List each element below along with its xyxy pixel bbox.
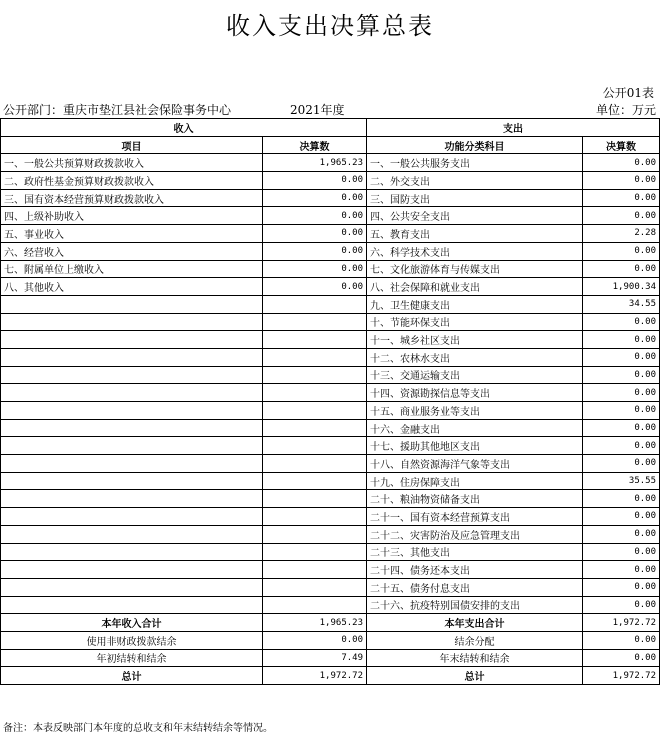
income-amount bbox=[263, 490, 367, 508]
expense-item: 六、科学技术支出 bbox=[367, 242, 583, 260]
table-row bbox=[1, 578, 660, 596]
income-amount bbox=[263, 543, 367, 561]
income-amount bbox=[263, 437, 367, 455]
expense-amount: 2.28 bbox=[583, 225, 660, 243]
summary-income-amount: 1,965.23 bbox=[263, 614, 367, 632]
income-amount: 0.00 bbox=[263, 260, 367, 278]
income-item bbox=[1, 437, 263, 455]
expense-item: 二十五、债务付息支出 bbox=[367, 578, 583, 596]
department-label: 公开部门：重庆市垫江县社会保险事务中心 bbox=[3, 103, 232, 117]
expense-item: 十四、资源勘探信息等支出 bbox=[367, 384, 583, 402]
expense-amount: 0.00 bbox=[583, 402, 660, 420]
income-item: 二、政府性基金预算财政拨款收入 bbox=[1, 172, 263, 190]
summary-row bbox=[1, 614, 660, 632]
summary-row bbox=[1, 649, 660, 667]
expense-amount-header: 决算数 bbox=[583, 136, 660, 154]
income-item: 五、事业收入 bbox=[1, 225, 263, 243]
income-item bbox=[1, 525, 263, 543]
expense-item: 三、国防支出 bbox=[367, 189, 583, 207]
income-amount: 0.00 bbox=[263, 242, 367, 260]
table-row bbox=[1, 472, 660, 490]
income-item: 一、一般公共预算财政拨款收入 bbox=[1, 154, 263, 172]
summary-income-amount: 1,972.72 bbox=[263, 667, 367, 685]
income-item bbox=[1, 596, 263, 614]
summary-expense-label: 总计 bbox=[367, 667, 583, 685]
income-amount bbox=[263, 366, 367, 384]
summary-expense-amount: 1,972.72 bbox=[583, 614, 660, 632]
table-row bbox=[1, 437, 660, 455]
income-amount: 0.00 bbox=[263, 189, 367, 207]
expense-amount: 0.00 bbox=[583, 578, 660, 596]
income-amount bbox=[263, 472, 367, 490]
expense-header: 支出 bbox=[367, 119, 660, 137]
expense-amount: 0.00 bbox=[583, 384, 660, 402]
item-column-header: 项目 bbox=[1, 136, 263, 154]
income-item: 八、其他收入 bbox=[1, 278, 263, 296]
summary-income-label: 使用非财政拨款结余 bbox=[1, 631, 263, 649]
table-row bbox=[1, 172, 660, 190]
expense-item: 二十二、灾害防治及应急管理支出 bbox=[367, 525, 583, 543]
income-item bbox=[1, 455, 263, 473]
income-amount-header: 决算数 bbox=[263, 136, 367, 154]
income-amount bbox=[263, 508, 367, 526]
table-row bbox=[1, 508, 660, 526]
income-item bbox=[1, 490, 263, 508]
expense-amount: 0.00 bbox=[583, 154, 660, 172]
expense-amount: 0.00 bbox=[583, 242, 660, 260]
table-row bbox=[1, 384, 660, 402]
income-header: 收入 bbox=[1, 119, 367, 137]
expense-amount: 0.00 bbox=[583, 348, 660, 366]
income-amount: 0.00 bbox=[263, 225, 367, 243]
income-item: 四、上级补助收入 bbox=[1, 207, 263, 225]
expense-item: 二十一、国有资本经营预算支出 bbox=[367, 508, 583, 526]
expense-amount: 0.00 bbox=[583, 455, 660, 473]
summary-income-label: 本年收入合计 bbox=[1, 614, 263, 632]
income-item bbox=[1, 313, 263, 331]
summary-income-amount: 7.49 bbox=[263, 649, 367, 667]
table-row bbox=[1, 331, 660, 349]
income-item bbox=[1, 402, 263, 420]
expense-item: 十七、援助其他地区支出 bbox=[367, 437, 583, 455]
expense-item: 一、一般公共服务支出 bbox=[367, 154, 583, 172]
summary-expense-amount: 1,972.72 bbox=[583, 667, 660, 685]
income-amount bbox=[263, 561, 367, 579]
table-row bbox=[1, 154, 660, 172]
expense-amount: 0.00 bbox=[583, 313, 660, 331]
expense-amount: 0.00 bbox=[583, 561, 660, 579]
expense-item: 二十、粮油物资储备支出 bbox=[367, 490, 583, 508]
income-item bbox=[1, 295, 263, 313]
table-row bbox=[1, 419, 660, 437]
income-amount bbox=[263, 596, 367, 614]
expense-amount: 1,900.34 bbox=[583, 278, 660, 296]
table-row bbox=[1, 402, 660, 420]
income-item bbox=[1, 384, 263, 402]
form-number: 公开01表 bbox=[602, 86, 654, 100]
summary-expense-label: 年末结转和结余 bbox=[367, 649, 583, 667]
income-item bbox=[1, 472, 263, 490]
table-row bbox=[1, 242, 660, 260]
expense-item: 四、公共安全支出 bbox=[367, 207, 583, 225]
expense-amount: 35.55 bbox=[583, 472, 660, 490]
summary-income-label: 年初结转和结余 bbox=[1, 649, 263, 667]
income-item bbox=[1, 331, 263, 349]
income-amount bbox=[263, 313, 367, 331]
expense-amount: 0.00 bbox=[583, 543, 660, 561]
expense-item: 十二、农林水支出 bbox=[367, 348, 583, 366]
income-amount bbox=[263, 348, 367, 366]
expense-amount: 34.55 bbox=[583, 295, 660, 313]
table-row bbox=[1, 313, 660, 331]
table-row bbox=[1, 207, 660, 225]
expense-item: 二、外交支出 bbox=[367, 172, 583, 190]
expense-item: 十六、金融支出 bbox=[367, 419, 583, 437]
table-row bbox=[1, 561, 660, 579]
summary-expense-label: 结余分配 bbox=[367, 631, 583, 649]
function-item-column-header: 功能分类科目 bbox=[367, 136, 583, 154]
income-item bbox=[1, 543, 263, 561]
expense-amount: 0.00 bbox=[583, 437, 660, 455]
table-row bbox=[1, 366, 660, 384]
summary-expense-label: 本年支出合计 bbox=[367, 614, 583, 632]
summary-expense-amount: 0.00 bbox=[583, 649, 660, 667]
income-amount bbox=[263, 295, 367, 313]
summary-expense-amount: 0.00 bbox=[583, 631, 660, 649]
expense-item: 十五、商业服务业等支出 bbox=[367, 402, 583, 420]
income-item bbox=[1, 508, 263, 526]
year-label: 2021年度 bbox=[290, 103, 345, 117]
income-item bbox=[1, 419, 263, 437]
income-amount bbox=[263, 419, 367, 437]
expense-amount: 0.00 bbox=[583, 596, 660, 614]
expense-item: 十三、交通运输支出 bbox=[367, 366, 583, 384]
table-row bbox=[1, 278, 660, 296]
expense-amount: 0.00 bbox=[583, 419, 660, 437]
expense-amount: 0.00 bbox=[583, 525, 660, 543]
income-amount bbox=[263, 402, 367, 420]
income-amount bbox=[263, 578, 367, 596]
table-row bbox=[1, 455, 660, 473]
expense-amount: 0.00 bbox=[583, 331, 660, 349]
income-item bbox=[1, 578, 263, 596]
expense-amount: 0.00 bbox=[583, 207, 660, 225]
expense-item: 十一、城乡社区支出 bbox=[367, 331, 583, 349]
income-item bbox=[1, 561, 263, 579]
income-amount bbox=[263, 384, 367, 402]
table-row bbox=[1, 260, 660, 278]
income-item bbox=[1, 348, 263, 366]
expense-item: 七、文化旅游体育与传媒支出 bbox=[367, 260, 583, 278]
income-amount: 0.00 bbox=[263, 278, 367, 296]
expense-amount: 0.00 bbox=[583, 189, 660, 207]
expense-amount: 0.00 bbox=[583, 172, 660, 190]
table-row bbox=[1, 348, 660, 366]
expense-amount: 0.00 bbox=[583, 508, 660, 526]
table-row bbox=[1, 295, 660, 313]
table-row bbox=[1, 543, 660, 561]
table-row bbox=[1, 596, 660, 614]
table-row bbox=[1, 189, 660, 207]
expense-item: 八、社会保障和就业支出 bbox=[367, 278, 583, 296]
summary-row bbox=[1, 667, 660, 685]
summary-row bbox=[1, 631, 660, 649]
income-amount bbox=[263, 525, 367, 543]
income-amount bbox=[263, 331, 367, 349]
unit-label: 单位：万元 bbox=[595, 103, 656, 117]
expense-item: 十九、住房保障支出 bbox=[367, 472, 583, 490]
table-row bbox=[1, 525, 660, 543]
summary-income-label: 总计 bbox=[1, 667, 263, 685]
expense-item: 五、教育支出 bbox=[367, 225, 583, 243]
income-item: 七、附属单位上缴收入 bbox=[1, 260, 263, 278]
expense-item: 二十三、其他支出 bbox=[367, 543, 583, 561]
income-item: 三、国有资本经营预算财政拨款收入 bbox=[1, 189, 263, 207]
expense-item: 十八、自然资源海洋气象等支出 bbox=[367, 455, 583, 473]
table-row bbox=[1, 490, 660, 508]
expense-item: 十、节能环保支出 bbox=[367, 313, 583, 331]
expense-amount: 0.00 bbox=[583, 490, 660, 508]
footnote: 备注：本表反映部门本年度的总收支和年末结转结余等情况。 bbox=[3, 723, 273, 734]
income-amount: 0.00 bbox=[263, 207, 367, 225]
income-item bbox=[1, 366, 263, 384]
income-item: 六、经营收入 bbox=[1, 242, 263, 260]
report-meta bbox=[0, 101, 658, 117]
expense-amount: 0.00 bbox=[583, 260, 660, 278]
income-amount: 1,965.23 bbox=[263, 154, 367, 172]
expense-item: 二十四、债务还本支出 bbox=[367, 561, 583, 579]
expense-item: 二十六、抗疫特别国债安排的支出 bbox=[367, 596, 583, 614]
budget-table bbox=[0, 118, 660, 685]
table-row bbox=[1, 225, 660, 243]
page-title: 收入支出决算总表 bbox=[226, 12, 434, 40]
income-amount: 0.00 bbox=[263, 172, 367, 190]
expense-item: 九、卫生健康支出 bbox=[367, 295, 583, 313]
expense-amount: 0.00 bbox=[583, 366, 660, 384]
income-amount bbox=[263, 455, 367, 473]
summary-income-amount: 0.00 bbox=[263, 631, 367, 649]
